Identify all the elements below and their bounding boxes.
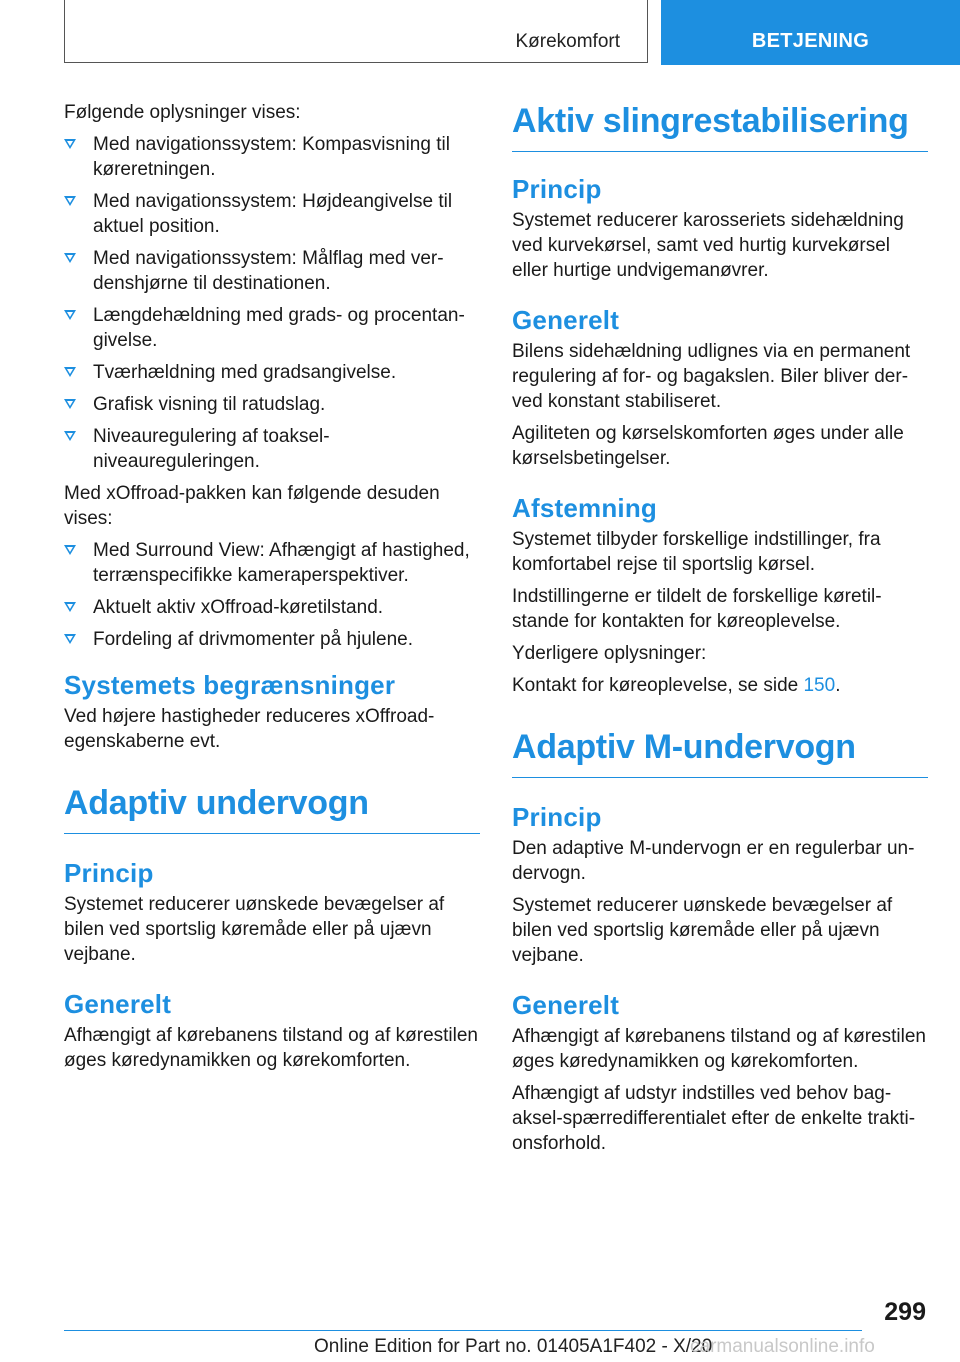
watermark-text: carmanualsonline.info — [690, 1336, 875, 1357]
m-generelt-text-2: Afhængigt af udstyr indstilles ved behov bagaksel-spærredifferentialet efter de enkelte traktionsforhold. — [512, 1083, 916, 1154]
page-reference-link[interactable]: 150 — [803, 675, 836, 696]
page-number: 299 — [884, 1298, 926, 1326]
bullet-triangle-icon — [64, 310, 76, 320]
aktiv-heading: Aktiv slingrestabilisering — [512, 102, 928, 152]
list-item: Fordeling af drivmomenter på hjulene. — [64, 627, 480, 652]
afstemning-text-2: Indstillingerne er tildelt de forskellige køretilstande for kontakten for køreoplevelse. — [512, 586, 882, 632]
left-column — [64, 100, 480, 1080]
list-item: Med navigationssystem: Kompasvisning til køreretningen. — [64, 132, 480, 182]
bullet-triangle-icon — [64, 431, 76, 441]
right-column — [512, 102, 928, 1163]
m-princip-text-1: Den adaptive M-undervogn er en regulerbar undervogn. — [512, 838, 915, 884]
adaptiv-heading: Adaptiv undervogn — [64, 784, 480, 834]
bullet-triangle-icon — [64, 196, 76, 206]
generelt-heading: Generelt — [64, 989, 172, 1019]
footer-divider — [64, 1330, 862, 1331]
chapter-tab — [661, 0, 960, 65]
bullet-triangle-icon — [64, 253, 76, 263]
afstemning-text-3: Yderligere oplysninger: — [512, 643, 707, 664]
generelt-text: Afhængigt af kørebanens tilstand og af kørestilen øges køredynamikken og kørekomforten. — [64, 1025, 479, 1071]
info-list — [64, 132, 480, 474]
m-generelt-heading: Generelt — [512, 990, 620, 1020]
m-generelt-text-1: Afhængigt af kørebanens tilstand og af kørestilen øges køredynamikken og kørekomforten. — [512, 1026, 927, 1072]
bullet-triangle-icon — [64, 545, 76, 555]
list-item: Niveauregulering af toaksel-niveaureguleringen. — [64, 424, 480, 474]
afstemning-reference: Kontakt for køreoplevelse, se side 150. — [512, 675, 841, 696]
afstemning-text-1: Systemet tilbyder forskellige indstillinger, fra komfortabel rejse til sportslig kørsel. — [512, 529, 881, 575]
bullet-triangle-icon — [64, 139, 76, 149]
list-item: Længdehældning med grads- og procentangivelse. — [64, 303, 480, 353]
m-princip-heading: Princip — [512, 802, 602, 832]
bullet-triangle-icon — [64, 399, 76, 409]
list-item: Aktuelt aktiv xOffroad-køretilstand. — [64, 595, 480, 620]
list-item: Med navigationssystem: Højdeangivelse til aktuel position. — [64, 189, 480, 239]
princip-text: Systemet reducerer karosseriets sidehældning ved kurvekørsel, samt ved hurtig kurvekørsel eller hurtige undvigemanøvrer. — [512, 210, 904, 281]
princip-heading: Princip — [512, 174, 602, 204]
generelt-heading: Generelt — [512, 305, 620, 335]
list-item: Grafisk visning til ratudslag. — [64, 392, 480, 417]
generelt-text-2: Agiliteten og kørselskomforten øges under alle kørselsbetingelser. — [512, 423, 904, 469]
offroad-text: Med xOffroad-pakken kan følgende desuden vises: — [64, 483, 440, 529]
limits-text: Ved højere hastigheder reduceres xOffroad-egenskaberne evt. — [64, 706, 435, 752]
chapter-label: BETJENING — [751, 30, 870, 52]
section-title: Kørekomfort — [515, 31, 620, 52]
generelt-text-1: Bilens sidehældning udlignes via en permanent regulering af for- og bagakslen. Biler bliver derved konstant stabiliseret. — [512, 341, 911, 412]
edition-text: Online Edition for Part no. 01405A1F402 - X/20 — [314, 1336, 713, 1357]
princip-heading: Princip — [64, 858, 154, 888]
list-item: Med navigationssystem: Målflag med verdenshjørne til destinationen. — [64, 246, 480, 296]
bullet-triangle-icon — [64, 367, 76, 377]
bullet-triangle-icon — [64, 634, 76, 644]
princip-text: Systemet reducerer uønskede bevægelser af bilen ved sportslig køremåde eller på ujævn vejbane. — [64, 894, 445, 965]
limits-heading: Systemets begrænsninger — [64, 670, 396, 700]
intro-text: Følgende oplysninger vises: — [64, 102, 301, 123]
offroad-list — [64, 538, 480, 652]
m-princip-text-2: Systemet reducerer uønskede bevægelser af bilen ved sportslig køremåde eller på ujævn vejbane. — [512, 895, 893, 966]
bullet-triangle-icon — [64, 602, 76, 612]
afstemning-heading: Afstemning — [512, 493, 657, 523]
m-heading: Adaptiv M-undervogn — [512, 728, 928, 778]
list-item: Med Surround View: Afhængigt af hastighed, terrænspecifikke kameraperspektiver. — [64, 538, 480, 588]
list-item: Tværhældning med gradsangivelse. — [64, 360, 480, 385]
